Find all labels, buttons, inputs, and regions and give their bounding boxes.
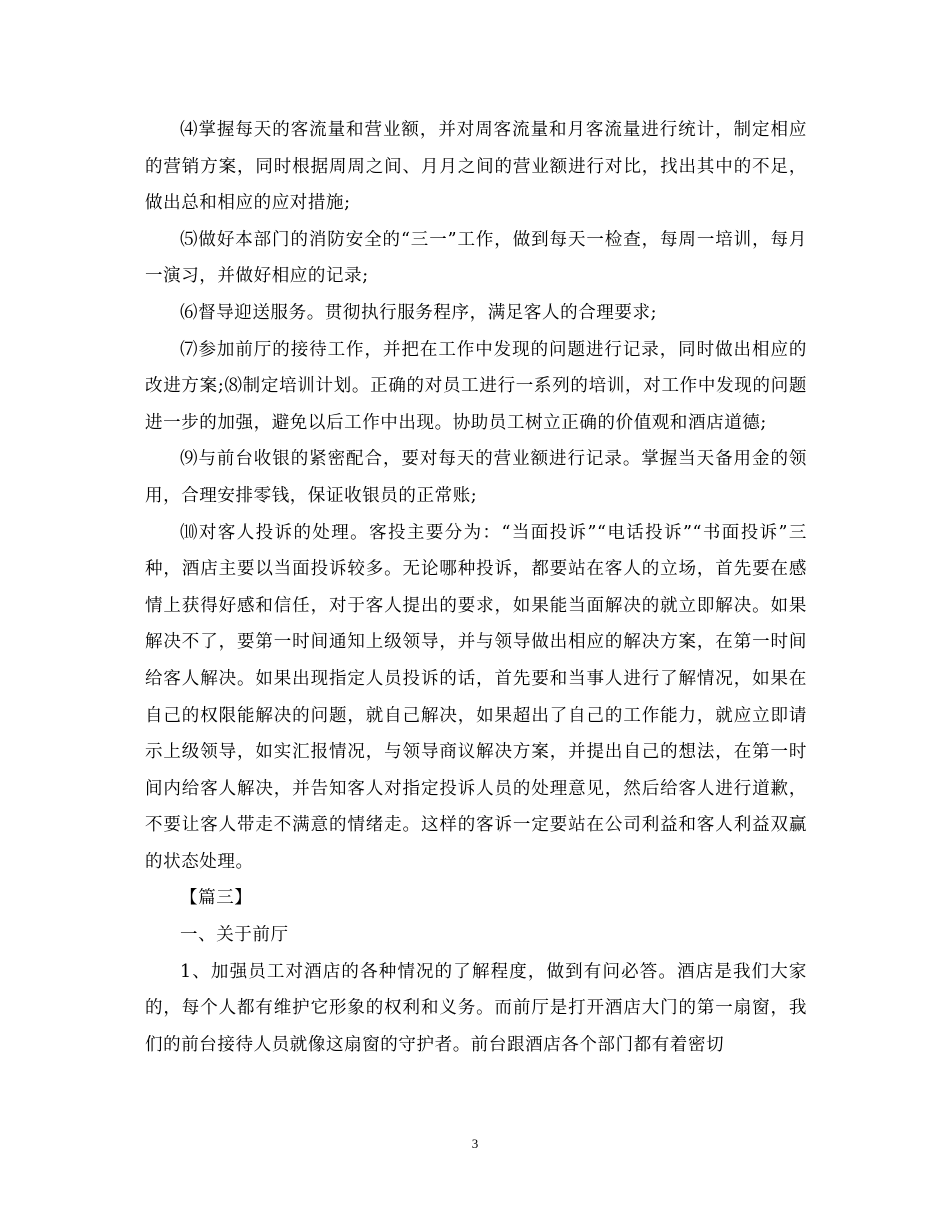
paragraph-item-9: ⑼与前台收银的紧密配合，要对每天的营业额进行记录。掌握当天备用金的领用，合理安排零钱，保证收银员的正常账; (145, 449, 807, 506)
paragraph-item-4: ⑷掌握每天的客流量和营业额，并对周客流量和月客流量进行统计，制定相应的营销方案，同时根据周周之间、月月之间的营业额进行对比，找出其中的不足，做出总和相应的应对措施; (145, 120, 807, 214)
paragraph-item-10: ⑽对客人投诉的处理。客投主要分为：“当面投诉”“电话投诉”“书面投诉”三种，酒店主要以当面投诉较多。无论哪种投诉，都要站在客人的立场，首先要在感情上获得好感和信任，对于客人提出的要求，如果能当面解决的就立即解决。如果解决不了，要第一时间通知上级领导，并与领导做出相应的解决方案，在第一时间给客人解决。如果出现指定人员投诉的话，首先要和当事人进行了解情况，如果在自己的权限能解决的问题，就自己解决，如果超出了自己的工作能力，就应立即请示上级领导，如实汇报情况，与领导商议解决方案，并提出自己的想法，在第一时间内给客人解决，并告知客人对指定投诉人员的处理意见，然后给客人进行道歉，不要让客人带走不满意的情绪走。这样的客诉一定要站在公司利益和客人利益双赢的状态处理。 (145, 522, 807, 872)
document-body (145, 112, 807, 1063)
section-title: 【篇三】 (180, 888, 253, 909)
paragraph-item-5: ⑸做好本部门的消防安全的“三一”工作，做到每天一检查，每周一培训，每月一演习，并做好相应的记录; (145, 229, 807, 287)
paragraph-item-6: ⑹督导迎送服务。贯彻执行服务程序，满足客人的合理要求; (180, 302, 658, 323)
subsection-title: 一、关于前厅 (180, 925, 289, 946)
paragraph-front-desk-1: 1、加强员工对酒店的各种情况的了解程度，做到有问必答。酒店是我们大家的，每个人都有维护它形象的权利和义务。而前厅是打开酒店大门的第一扇窗，我们的前台接待人员就像这扇窗的守护者。前台跟酒店各个部门都有着密切 (145, 961, 807, 1055)
page-number: 3 (471, 1136, 479, 1151)
paragraph-item-7-8: ⑺参加前厅的接待工作，并把在工作中发现的问题进行记录，同时做出相应的改进方案;⑻制定培训计划。正确的对员工进行一系列的培训，对工作中发现的问题进一步的加强，避免以后工作中出现。协助员工树立正确的价值观和酒店道德; (145, 339, 807, 433)
